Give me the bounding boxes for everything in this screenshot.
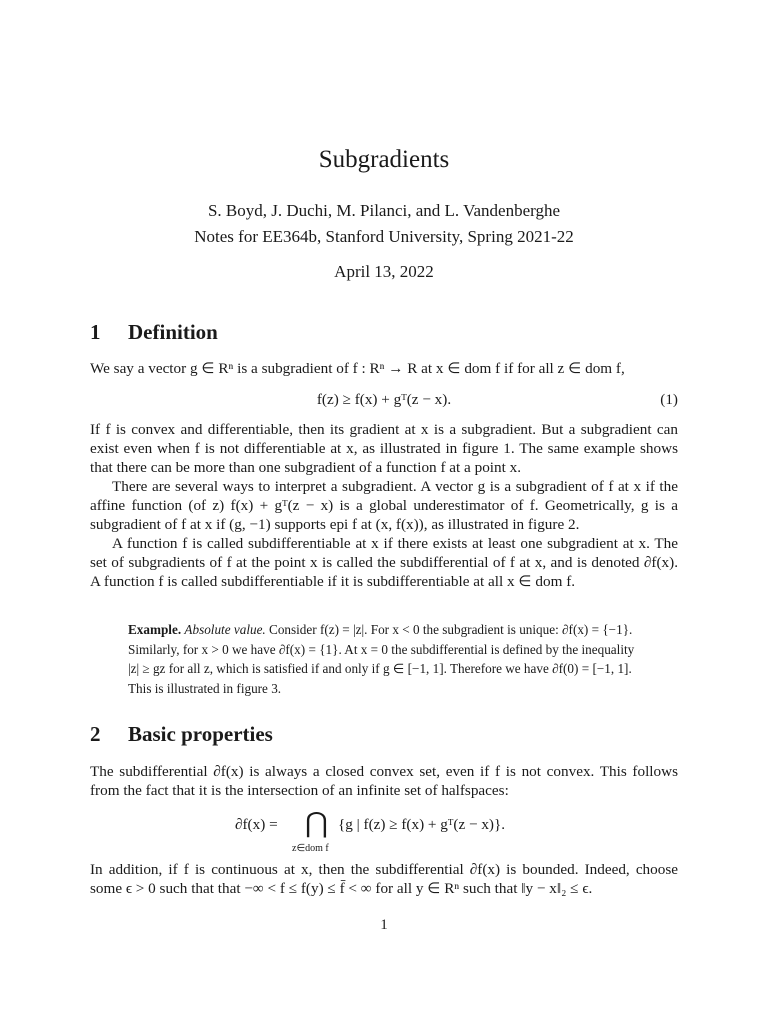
section-1-body <box>90 420 678 591</box>
section-number: 1 <box>90 320 101 344</box>
section-2-body <box>90 860 678 898</box>
authors: S. Boyd, J. Duchi, M. Pilanci, and L. Vandenberghe <box>207 201 561 220</box>
paragraph: A function f is called subdifferentiable at x if there exists at least one subgradient at x. The set of subgradients of f at the point x is called the subdifferential of f at x, and is denoted ∂f(x). A function f is called subdifferentiable if it is subdifferentiable at all x ∈ dom f. <box>90 535 678 590</box>
section-title: Basic properties <box>128 722 273 746</box>
equation-1 <box>90 391 678 411</box>
paragraph: There are several ways to interpret a subgradient. A vector g is a subgradient of f at x if the affine function (of z) f(x) + gᵀ(z − x) is a global underestimator of f. Geometrically, g is a subgradient of f at x if (g, −1) supports epi f at (x, f(x)), as illustrated in figure 2. <box>90 478 678 533</box>
page-number: 1 <box>380 917 388 933</box>
page-title: Subgradients <box>318 146 450 173</box>
equation-lhs: ∂f(x) = <box>235 816 278 833</box>
section-1-heading <box>90 320 218 345</box>
example-subtitle: Absolute value. <box>184 622 266 637</box>
paragraph: If f is convex and differentiable, then its gradient at x is a subgradient. But a subgradient can exist even when f is not differentiable at x, as illustrated in figure 1. The same example shows that there can be more than one subgradient of a function f at a point x. <box>90 421 678 476</box>
intersection-subscript: z∈dom f <box>292 843 329 854</box>
intersection-symbol: ⋂ <box>305 808 328 839</box>
equation-rhs: {g | f(z) ≥ f(x) + gᵀ(z − x)}. <box>338 816 506 833</box>
equation-tag: (1) <box>660 391 678 408</box>
section-title: Definition <box>128 320 218 344</box>
equation-intersection <box>90 806 678 866</box>
example-label: Example. <box>128 622 182 637</box>
date: April 13, 2022 <box>334 262 434 281</box>
equation-body: f(z) ≥ f(x) + gᵀ(z − x). <box>316 391 452 408</box>
example-text: Consider f(z) = |z|. For x < 0 the subgradient is unique: ∂f(x) = {−1}. Similarly, for x > 0 we have ∂f(x) = {1}. At x = 0 the subdifferential is defined by the inequality |z| ≥ gz for all z, which is satisfied if and only if g ∈ [−1, 1]. Therefore we have ∂f(0) = [−1, 1]. This is illustrated in figure 3. <box>128 622 635 696</box>
paragraph: In addition, if f is continuous at x, then the subdifferential ∂f(x) is bounded. Indeed, choose some ϵ > 0 such that that −∞ < f ≤ f(y) ≤ f̄ < ∞ for all y ∈ Rⁿ such that ‖y − x‖₂ ≤ ϵ. <box>90 861 678 897</box>
section-1-intro <box>90 359 678 378</box>
example-box <box>128 620 642 698</box>
course-notes-line: Notes for EE364b, Stanford University, Spring 2021-22 <box>194 227 574 246</box>
paragraph: We say a vector g ∈ Rⁿ is a subgradient of f : Rⁿ → R at x ∈ dom f if for all z ∈ dom f, <box>90 360 625 377</box>
section-2-heading <box>90 722 273 747</box>
paragraph: The subdifferential ∂f(x) is always a closed convex set, even if f is not convex. This follows from the fact that it is the intersection of an infinite set of halfspaces: <box>90 763 678 799</box>
section-number: 2 <box>90 722 101 746</box>
section-2-intro <box>90 762 678 800</box>
